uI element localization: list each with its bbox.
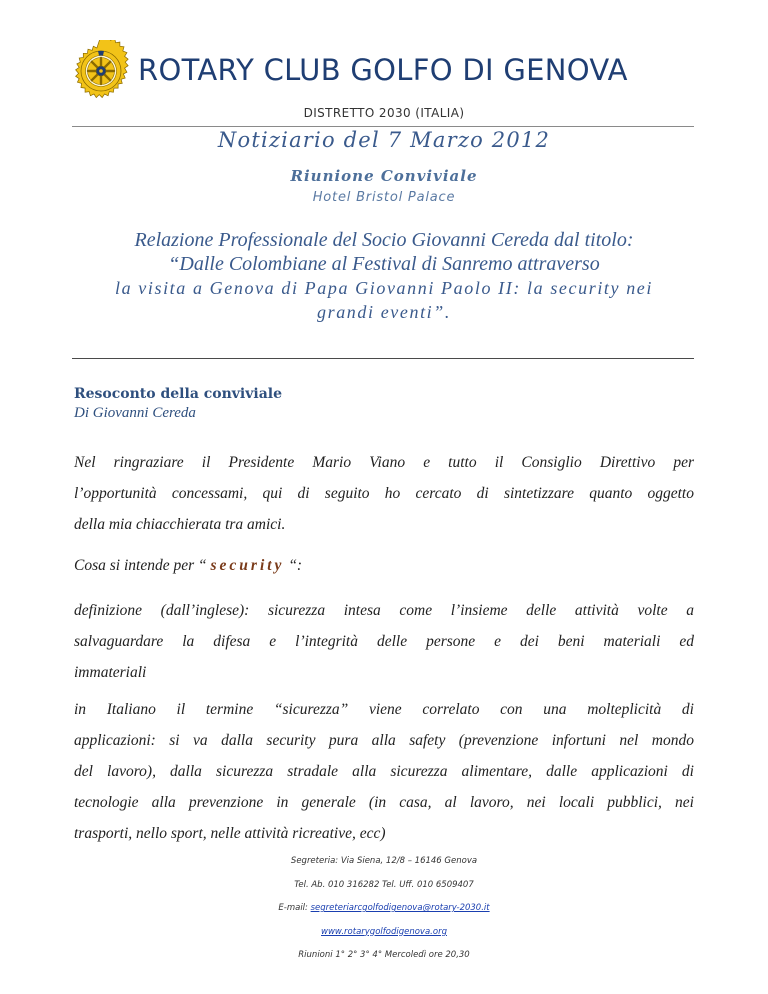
paragraph-line: definizione (dall’inglese): sicurezza intesa come l’insieme delle attività volte a bbox=[74, 602, 694, 619]
report-author: Di Giovanni Cereda bbox=[74, 405, 196, 421]
definition-paragraph bbox=[74, 595, 694, 688]
rotary-wheel-icon bbox=[70, 40, 132, 102]
paragraph-line: tecnologie alla prevenzione in generale (in casa, al lavoro, nei locali pubblici, nei bbox=[74, 794, 694, 811]
paragraph-line: del lavoro), dalla sicurezza stradale alla sicurezza alimentare, dalle applicazioni di bbox=[74, 763, 694, 780]
paragraph-line: della mia chiacchierata tra amici. bbox=[74, 516, 286, 533]
newsletter-title: Notiziario del 7 Marzo 2012 bbox=[217, 128, 551, 152]
report-title: Resoconto della conviviale bbox=[74, 386, 283, 402]
talk-title-line: la visita a Genova di Papa Giovanni Paolo II: la security nei bbox=[114, 278, 653, 298]
footer-phones: Tel. Ab. 010 316282 Tel. Uff. 010 6509407 bbox=[294, 879, 474, 890]
meeting-venue: Hotel Bristol Palace bbox=[312, 190, 456, 205]
security-term: security bbox=[210, 557, 285, 574]
district-label: DISTRETTO 2030 (ITALIA) bbox=[303, 106, 465, 120]
paragraph-line: in Italiano il termine “sicurezza” viene correlato con una molteplicità di bbox=[74, 701, 694, 718]
security-question bbox=[74, 557, 302, 575]
website-link[interactable]: www.rotarygolfodigenova.org bbox=[321, 926, 447, 937]
talk-title-line: Relazione Professionale del Socio Giovanni Cereda dal titolo: bbox=[134, 229, 634, 251]
paragraph-line: immateriali bbox=[74, 664, 147, 681]
paragraph-line: applicazioni: si va dalla security pura alla safety (prevenzione infortuni nel mondo bbox=[74, 732, 694, 749]
footer-address: Segreteria: Via Siena, 12/8 – 16146 Genova bbox=[290, 856, 478, 866]
meeting-type: Riunione Conviviale bbox=[290, 167, 478, 185]
email-link[interactable]: segreteriarcgolfodigenova@rotary-2030.it bbox=[310, 903, 490, 913]
question-suffix: “: bbox=[284, 557, 303, 574]
footer-email-row bbox=[0, 897, 768, 921]
talk-title-line: grandi eventi”. bbox=[317, 302, 451, 322]
email-label: E-mail: bbox=[278, 903, 311, 913]
footer-website-row bbox=[0, 921, 768, 945]
paragraph-line: trasporti, nello sport, nelle attività ricreative, ecc) bbox=[74, 825, 386, 842]
footer-meetings: Riunioni 1° 2° 3° 4° Mercoledì ore 20,30 bbox=[298, 950, 470, 960]
section-divider bbox=[72, 358, 694, 359]
talk-title-line: “Dalle Colombiane al Festival di Sanremo attraverso bbox=[168, 253, 600, 275]
footer bbox=[0, 850, 768, 968]
club-name: ROTARY CLUB GOLFO DI GENOVA bbox=[138, 53, 628, 87]
question-prefix: Cosa si intende per “ bbox=[74, 557, 211, 574]
intro-paragraph bbox=[74, 447, 694, 540]
paragraph-line: salvaguardare la difesa e l’integrità delle persone e dei beni materiali ed bbox=[74, 633, 694, 650]
paragraph-line: Nel ringraziare il Presidente Mario Viano e tutto il Consiglio Direttivo per bbox=[74, 454, 694, 471]
paragraph-line: l’opportunità concessami, qui di seguito ho cercato di sintetizzare quanto oggetto bbox=[74, 485, 694, 502]
header-divider bbox=[72, 126, 694, 127]
talk-title bbox=[82, 228, 686, 324]
italian-paragraph bbox=[74, 694, 694, 849]
